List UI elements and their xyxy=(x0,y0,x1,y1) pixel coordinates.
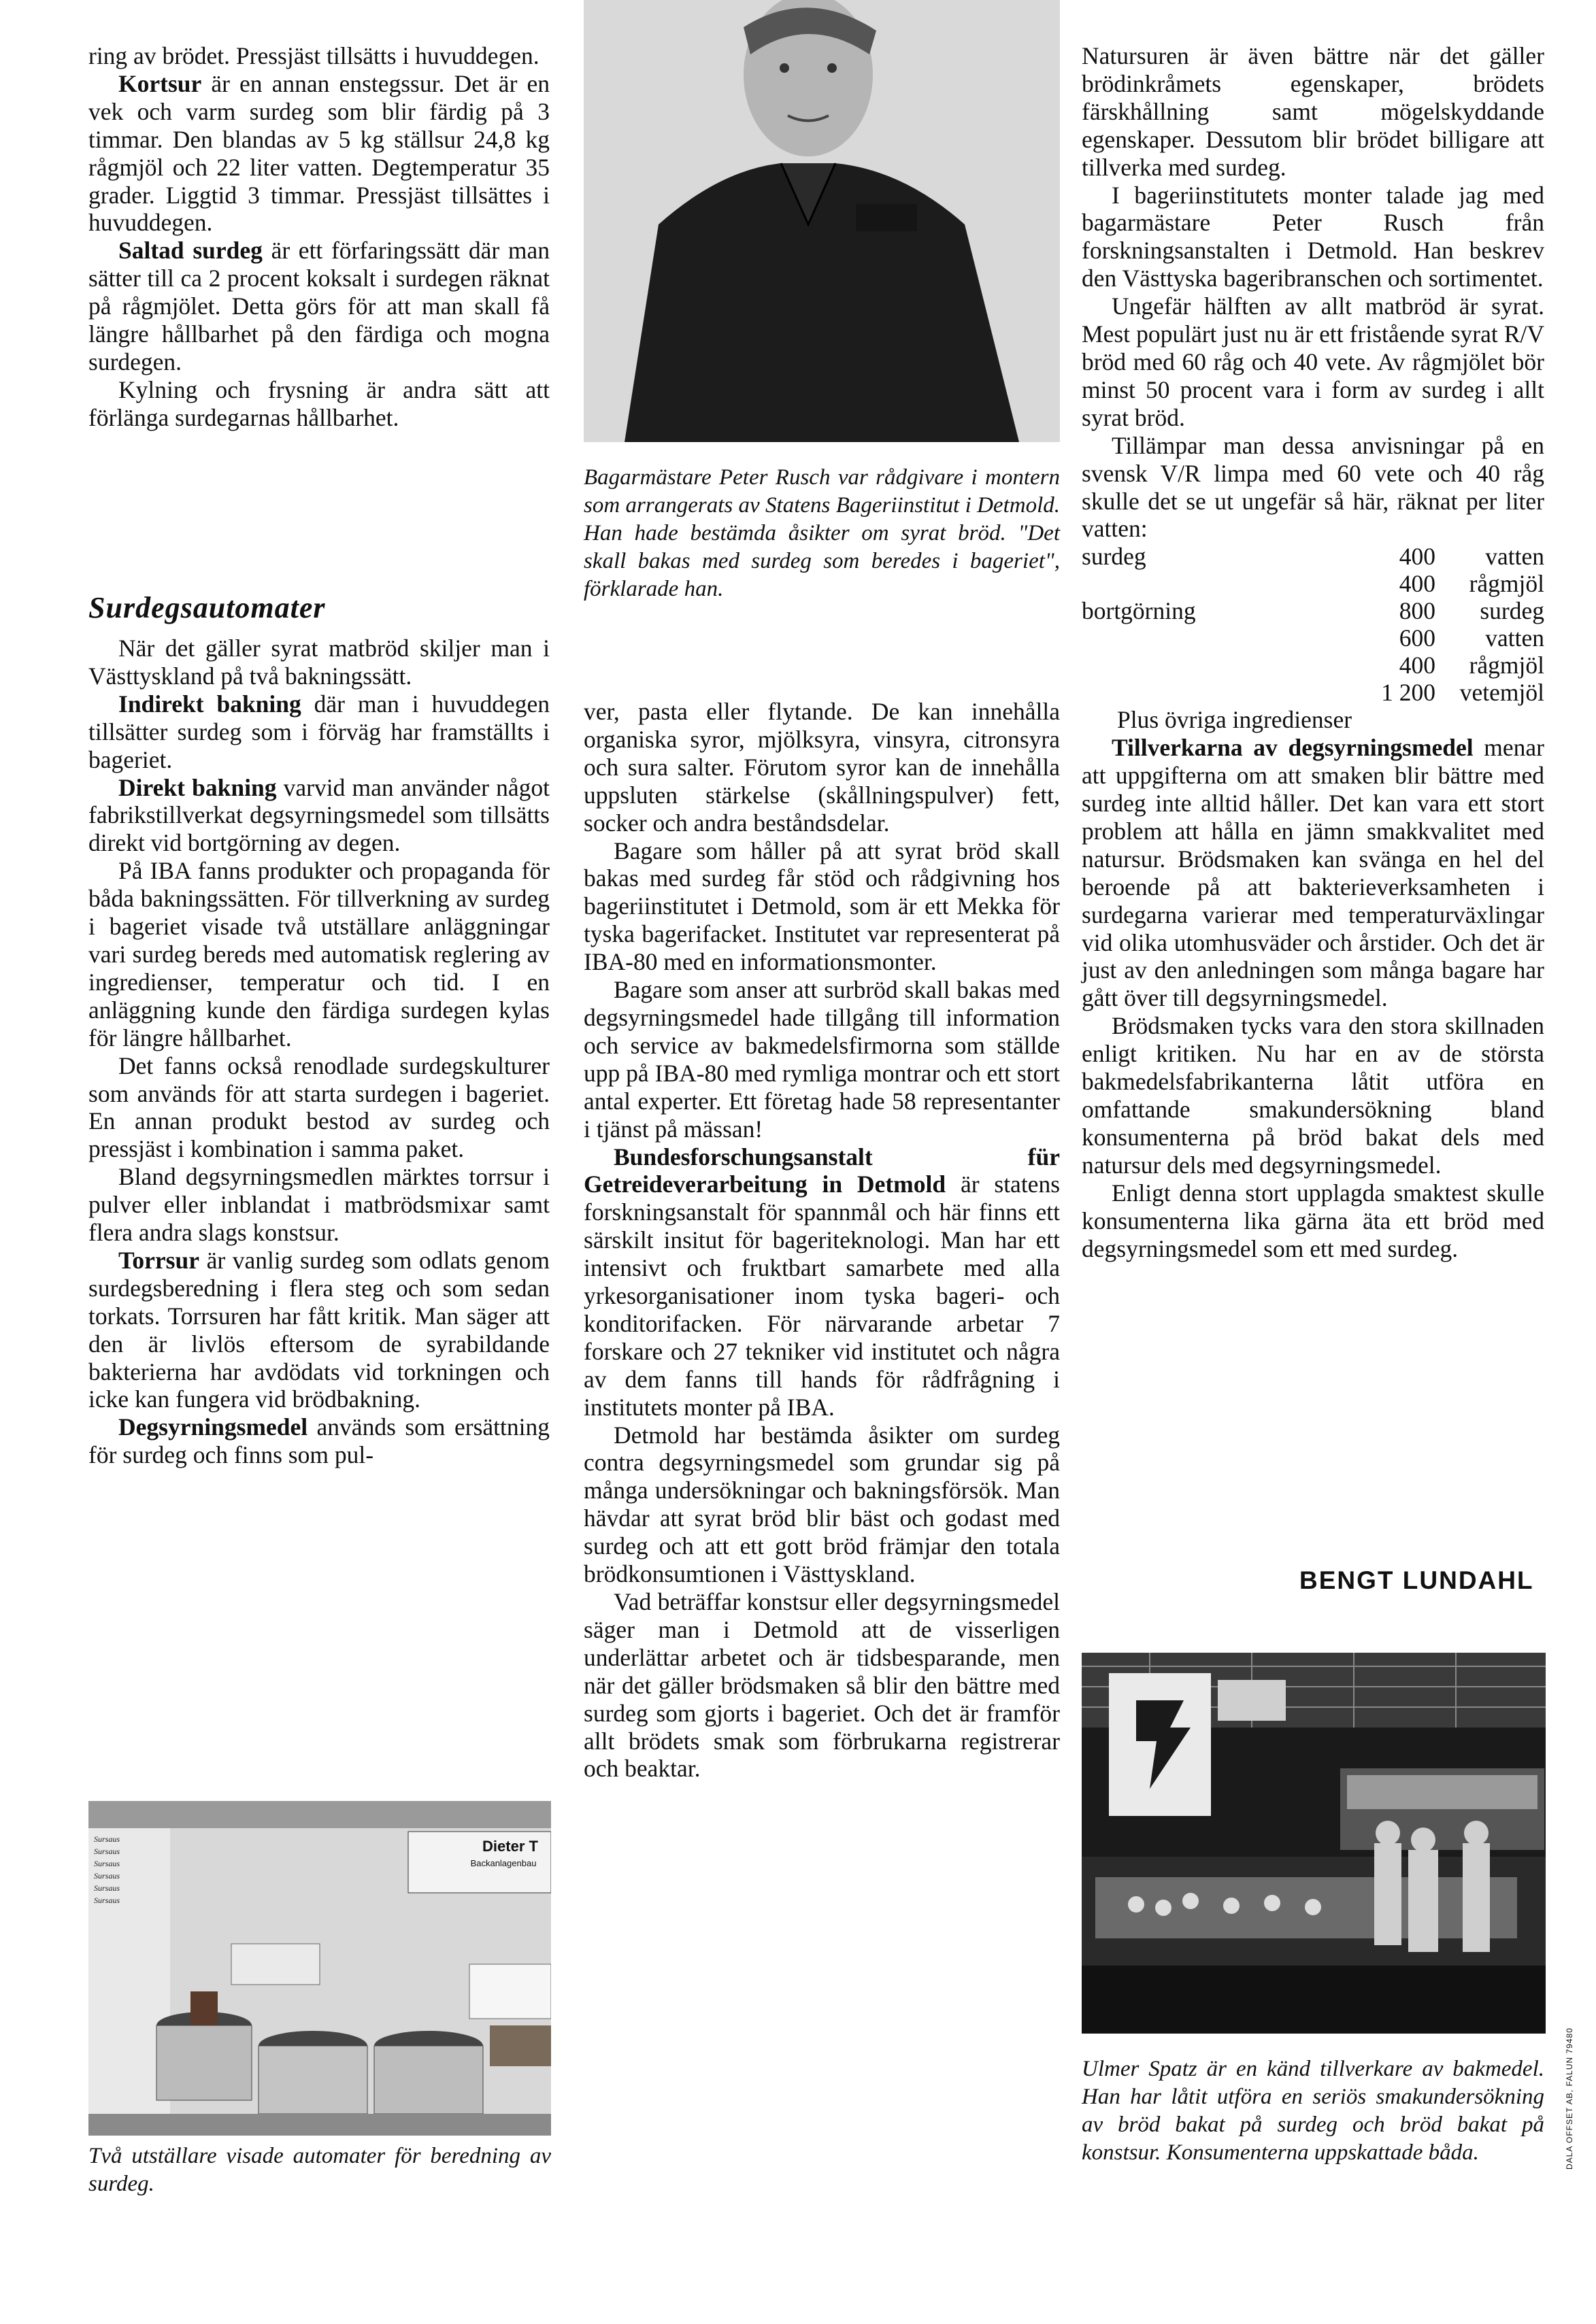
portrait-graphic xyxy=(584,0,1060,442)
recipe-row xyxy=(1082,679,1544,706)
photo-surdeg-automats xyxy=(88,1801,551,2136)
recipe-row xyxy=(1082,624,1544,652)
paragraph: Tillverkarna av degsyrningsmedel menar att uppgifterna om att smaken blir bättre med surdeg inte alltid håller. Det kan vara ett stort problem att hålla en jämn smakkvalitet med natursur. Brödsmaken kan svänga en hel del beroende på att bakterieverksamheten i surdegarna varierar med temperaturväxlingar vid olika utomhusväder och årstider. Och det är just av den anledningen som många bagare har gått över till degsyrningsmedel. xyxy=(1082,734,1545,1012)
paragraph: I bageriinstitutets monter talade jag med bagarmästare Peter Rusch från forskningsanstalten i Detmold. Han beskrev den Västtyska bageribranschen och sortimentet. xyxy=(1082,181,1544,292)
photo-caption: Ulmer Spatz är en känd tillverkare av bakmedel. Han har låtit utföra en seriös smakundersökning av bröd bakat på surdeg och bröd bakat på konstsur. Konsumenterna uppskattade båda. xyxy=(1082,2057,1544,2165)
paragraph: Plus övriga ingredienser xyxy=(1117,706,1352,734)
author-byline: BENGT LUNDAHL xyxy=(1299,1566,1534,1594)
paragraph: Kortsur är en annan enstegssur. Det är en vek och varm surdeg som blir färdig på 3 timmar. Den blandas av 5 kg ställsur 24,8 kg rågmjöl och 22 liter vatten. Degtemperatur 35 grader. Liggtid 3 timmar. Pressjäst tillsättes i huvuddegen. xyxy=(88,69,550,237)
photo-caption: Två utställare visade automater för beredning av surdeg. xyxy=(88,2144,551,2196)
recipe-table xyxy=(1082,543,1544,706)
recipe-quantity: 800 xyxy=(1399,597,1435,625)
paragraph: Indirekt bakning där man i huvuddegen tillsätter surdeg som i förväg har framställts i bageriet. xyxy=(88,690,550,773)
recipe-label xyxy=(1082,652,1361,679)
paragraph: ver, pasta eller flytande. De kan innehålla organiska syror, mjölksyra, vinsyra, citronsyra och sura salter. Förutom syror kan de innehålla uppsluten stärkelse (skållningspulver) fett, socker och andra beståndsdelar. xyxy=(584,698,1060,837)
sign-text: Dieter T xyxy=(482,1838,538,1855)
recipe-ingredient: rågmjöl xyxy=(1469,570,1544,598)
paragraph: Natursuren är även bättre när det gäller brödinkråmets egenskaper, brödets färskhållning samt mögelskyddande egenskaper. Dessutom blir brödet billigare att tillverka med surdeg. xyxy=(1082,42,1544,181)
paragraph: På IBA fanns produkter och propaganda för båda bakningssätten. För tillverkning av surdeg i bageriet visade två utställare anläggningar vari surdeg bereds med automatisk reglering av ingredienser, temperatur och tid. I en anläggning kunde den färdiga surdegen kylas för längre hållbarhet. xyxy=(88,857,550,1051)
recipe-row xyxy=(1082,597,1544,624)
recipe-quantity: 400 xyxy=(1399,543,1435,571)
sign-text: Backanlagenbau xyxy=(470,1858,537,1868)
column-1-text-b xyxy=(88,635,550,1469)
svg-text:Sursaus: Sursaus xyxy=(94,1859,120,1868)
automat-photo-graphic xyxy=(88,1801,551,2136)
recipe-ingredient: vatten xyxy=(1485,624,1544,652)
recipe-label xyxy=(1082,624,1361,652)
paragraph: Enligt denna stort upplagda smaktest skulle konsumenterna lika gärna äta ett bröd med degsyrningsmedel som ett med surdeg. xyxy=(1082,1179,1544,1262)
recipe-row xyxy=(1082,652,1544,679)
recipe-label: surdeg xyxy=(1082,543,1146,571)
recipe-ingredient: rågmjöl xyxy=(1469,652,1544,679)
column-3-text xyxy=(1082,42,1544,1262)
paragraph: Torrsur är vanlig surdeg som odlats genom surdegsberedning i flera steg och som sedan torkats. Torrsuren har fått kritik. Man säger att den är livlös eftersom de syrabildande bakterierna har avdödats vid torkningen och icke kan fungera vid brödbakning. xyxy=(88,1246,550,1413)
paragraph: Saltad surdeg är ett förfaringssätt där man sätter till ca 2 procent koksalt i surdegen räknat på rågmjölet. Detta görs för att man skall få längre hållbarhet på den färdiga och mogna surdegen. xyxy=(88,237,550,375)
photo-ulmer-spatz-stand xyxy=(1082,1653,1546,2034)
paragraph: ring av brödet. Pressjäst tillsätts i huvuddegen. xyxy=(88,42,539,69)
paragraph: Detmold har bestämda åsikter om surdeg contra degsyrningsmedel som grundar sig på många undersökningar och bakningsförsök. Man hävdar att syrat bröd blir bäst och godast med surdeg och att ett gott bröd främjar den totala brödkonsumtionen i Västtyskland. xyxy=(584,1421,1060,1588)
recipe-quantity: 400 xyxy=(1399,652,1435,679)
paragraph: När det gäller syrat matbröd skiljer man i Västtyskland på två bakningssätt. xyxy=(88,635,550,690)
paragraph: Brödsmaken tycks vara den stora skillnaden enligt kritiken. Nu har en av de största bakmedelsfabrikanterna låtit utföra en omfattande smakundersökning bland konsumenterna på bröd bakat dels med natursur dels med degsyrningsmedel. xyxy=(1082,1012,1544,1179)
svg-text:Sursaus: Sursaus xyxy=(94,1834,120,1844)
printer-imprint: DALA OFFSET AB, FALUN 79480 xyxy=(1565,2027,1574,2170)
paragraph: Bland degsyrningsmedlen märktes torrsur i pulver eller inblandat i matbrödsmixar samt flera andra slags konstsur. xyxy=(88,1163,550,1247)
recipe-ingredient: vatten xyxy=(1485,543,1544,571)
column-2-text xyxy=(584,698,1060,1783)
recipe-quantity: 1 200 xyxy=(1381,679,1435,707)
paragraph: Kylning och frysning är andra sätt att förlänga surdegarnas hållbarhet. xyxy=(88,375,550,431)
paragraph: Vad beträffar konstsur eller degsyrningsmedel säger man i Detmold att de visserligen underlättar arbetet och är tidsbesparande, men när det gäller brödsmaken så blir den bättre med surdeg som gjorts i bageriet. Och det är framför allt brödets smak som förbrukarna registrerar och beaktar. xyxy=(584,1588,1060,1783)
photo-caption: Bagarmästare Peter Rusch var rådgivare i montern som arrangerats av Statens Bageriinstitut i Detmold. Han hade bestämda åsikter om syrat bröd. "Det skall bakas med surdeg som beredes i bageriet", förklarade han. xyxy=(584,465,1060,601)
recipe-label: bortgörning xyxy=(1082,597,1196,625)
recipe-ingredient: vetemjöl xyxy=(1459,679,1544,707)
svg-text:Sursaus: Sursaus xyxy=(94,1896,120,1905)
recipe-row xyxy=(1082,543,1544,570)
paragraph: Det fanns också renodlade surdegskulturer som används för att starta surdegen i bageriet. En annan produkt bestod av surdeg och pressjäst i kombination i samma paket. xyxy=(88,1051,550,1163)
column-1-text xyxy=(88,42,550,432)
recipe-quantity: 600 xyxy=(1399,624,1435,652)
paragraph: Bagare som håller på att syrat bröd skall bakas med surdeg får stöd och rådgivning hos bageriinstitutet i Detmold, som är ett Mekka för tyska bagerifacket. Institutet var representerat på IBA-80 med en informationsmonter. xyxy=(584,837,1060,976)
recipe-label xyxy=(1082,679,1361,706)
recipe-row xyxy=(1082,570,1544,597)
svg-text:Sursaus: Sursaus xyxy=(94,1847,120,1856)
section-heading: Surdegsautomater xyxy=(88,591,326,624)
paragraph: Degsyrningsmedel används som ersättning för surdeg och finns som pul- xyxy=(88,1413,550,1469)
paragraph: Direkt bakning varvid man använder något fabrikstillverkat degsyrningsmedel som tillsätts direkt vid bortgörning av degen. xyxy=(88,773,550,857)
photo-peter-rusch xyxy=(584,0,1060,442)
recipe-ingredient: surdeg xyxy=(1480,597,1544,625)
svg-text:Sursaus: Sursaus xyxy=(94,1871,120,1881)
paragraph: Bundesforschungsanstalt für Getreideverarbeitung in Detmold är statens forskningsanstalt för spannmål och här finns ett särskilt insitut för bageriteknologi. Man har ett intensivt och fruktbart samarbete med alla yrkesorganisationer inom tyska bageri- och konditorifacken. För närvarande arbetar 7 forskare och 27 tekniker vid institutet och några av dem fanns till hands för rådfrågning i institutets monter på IBA. xyxy=(584,1143,1061,1421)
paragraph: Ungefär hälften av allt matbröd är syrat. Mest populärt just nu är ett fristående syrat R/V bröd med 60 råg och 40 vete. Av rågmjölet bör minst 50 procent vara i form av surdeg i allt syrat bröd. xyxy=(1082,292,1544,431)
recipe-quantity: 400 xyxy=(1399,570,1435,598)
recipe-label xyxy=(1082,570,1361,597)
svg-text:Sursaus: Sursaus xyxy=(94,1883,120,1893)
paragraph: Tillämpar man dessa anvisningar på en svensk V/R limpa med 60 vete och 40 råg skulle det se ut ungefär så här, räknat per liter vatten: xyxy=(1082,431,1544,543)
paragraph: Bagare som anser att surbröd skall bakas med degsyrningsmedel hade tillgång till information och service av bakmedelsfirmorna som ställde upp på IBA-80 med rymliga montrar och ett stort antal experter. Ett företag hade 58 representanter i tjänst på mässan! xyxy=(584,976,1060,1143)
stand-photo-graphic xyxy=(1082,1653,1546,2034)
